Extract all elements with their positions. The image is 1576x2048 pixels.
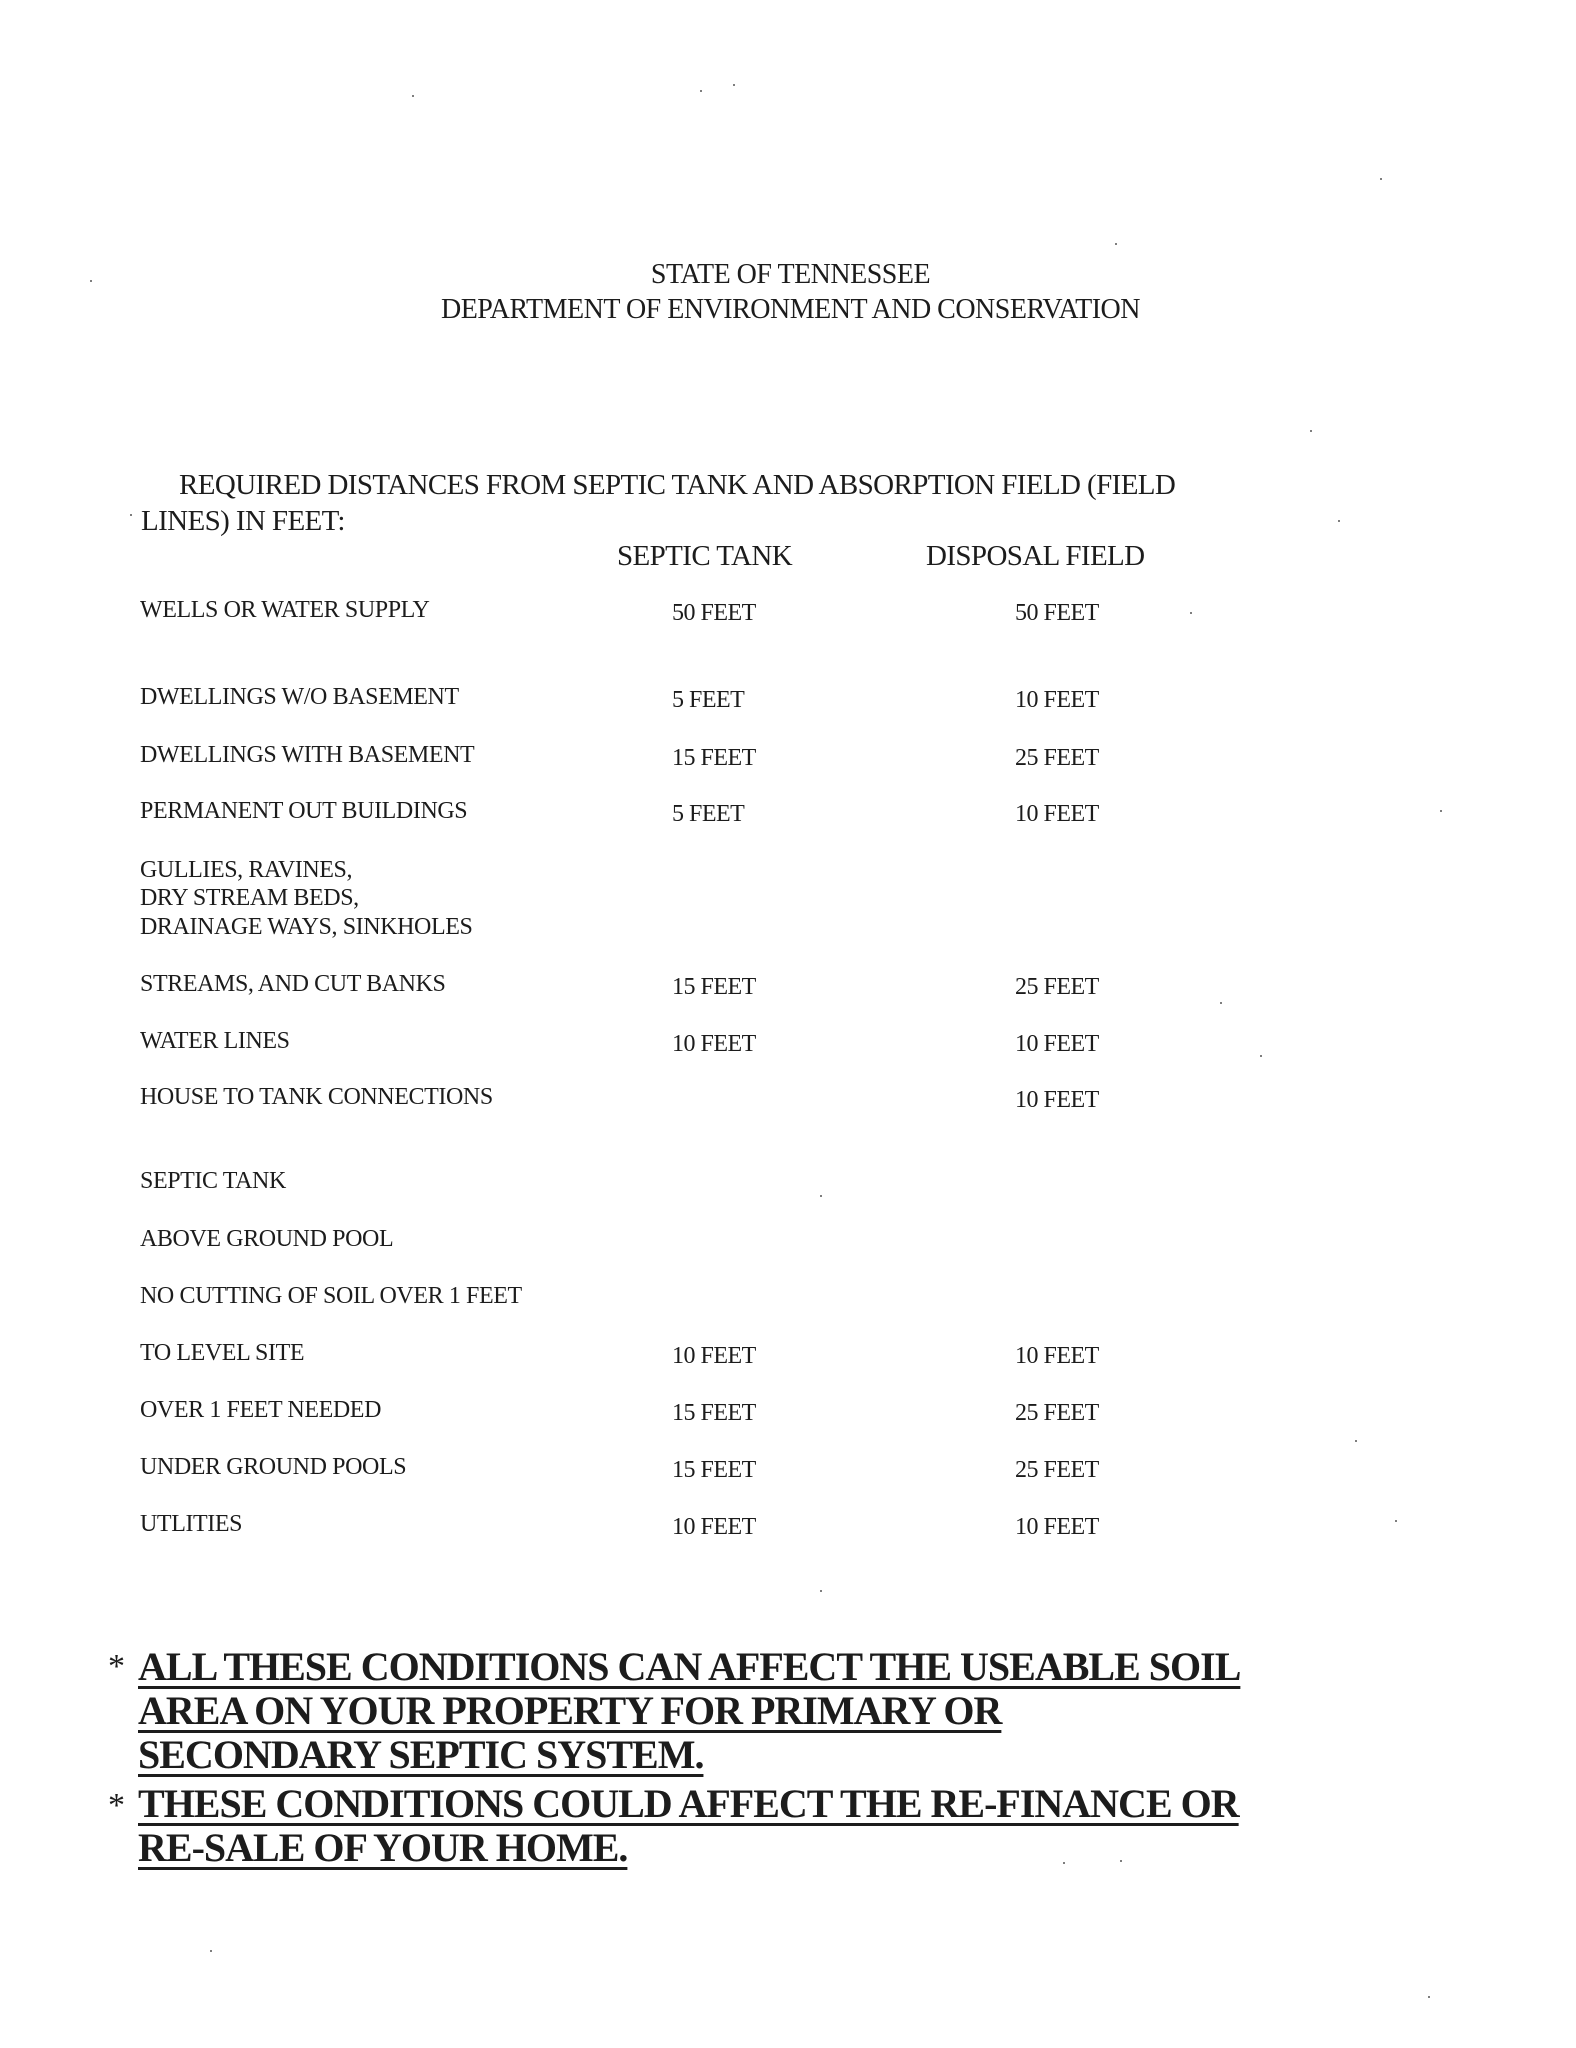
row-value-disposal-field: 25 FEET <box>1015 974 1099 1000</box>
row-value-septic-tank: 15 FEET <box>672 974 756 1000</box>
note-refinance-resale <box>108 1782 1308 1870</box>
row-label: STREAMS, AND CUT BANKS <box>140 971 446 997</box>
note-line: SECONDARY SEPTIC SYSTEM. <box>138 1732 704 1777</box>
note-line: ALL THESE CONDITIONS CAN AFFECT THE USEABLE SOIL <box>138 1644 1241 1689</box>
scan-speck <box>733 84 735 86</box>
note-line: RE-SALE OF YOUR HOME. <box>138 1825 628 1870</box>
row-label: TO LEVEL SITE <box>140 1340 305 1366</box>
column-header-septic-tank: SEPTIC TANK <box>617 540 793 572</box>
department-title: DEPARTMENT OF ENVIRONMENT AND CONSERVATION <box>440 294 1140 325</box>
row-label: UTLITIES <box>140 1511 243 1537</box>
row-label: DRY STREAM BEDS, <box>140 885 359 911</box>
scan-speck <box>1260 1055 1262 1057</box>
intro-line-2: LINES) IN FEET: <box>141 505 345 537</box>
row-value-disposal-field: 50 FEET <box>1015 600 1099 626</box>
scan-speck <box>1428 1996 1430 1998</box>
row-label: OVER 1 FEET NEEDED <box>140 1397 382 1423</box>
row-value-septic-tank: 15 FEET <box>672 745 756 771</box>
note-line: AREA ON YOUR PROPERTY FOR PRIMARY OR <box>138 1688 1002 1733</box>
row-label: NO CUTTING OF SOIL OVER 1 FEET <box>140 1283 522 1309</box>
row-label: SEPTIC TANK <box>140 1168 286 1194</box>
row-label: WELLS OR WATER SUPPLY <box>140 597 430 623</box>
scan-speck <box>1063 1862 1065 1864</box>
scan-speck <box>1440 810 1442 812</box>
intro-line-1: REQUIRED DISTANCES FROM SEPTIC TANK AND ABSORPTION FIELD (FIELD <box>179 469 1176 501</box>
scan-speck <box>1220 1002 1222 1004</box>
scan-speck <box>700 90 702 92</box>
row-value-septic-tank: 50 FEET <box>672 600 756 626</box>
row-value-septic-tank: 15 FEET <box>672 1400 756 1426</box>
intro-paragraph <box>141 467 1251 539</box>
row-value-disposal-field: 10 FEET <box>1015 1087 1099 1113</box>
row-label: HOUSE TO TANK CONNECTIONS <box>140 1084 493 1110</box>
row-value-septic-tank: 10 FEET <box>672 1031 756 1057</box>
note-soil-area <box>108 1645 1308 1777</box>
note-line: THESE CONDITIONS COULD AFFECT THE RE-FINANCE OR <box>138 1781 1239 1826</box>
row-value-disposal-field: 25 FEET <box>1015 1400 1099 1426</box>
scan-speck <box>90 280 92 282</box>
row-value-disposal-field: 10 FEET <box>1015 1031 1099 1057</box>
asterisk-marker: * <box>108 1787 124 1824</box>
scan-speck <box>1355 1440 1357 1442</box>
scan-speck <box>1115 243 1117 245</box>
scan-speck <box>1310 430 1312 432</box>
row-value-septic-tank: 10 FEET <box>672 1514 756 1540</box>
scan-speck <box>820 1590 822 1592</box>
row-value-disposal-field: 10 FEET <box>1015 1343 1099 1369</box>
row-label: DWELLINGS W/O BASEMENT <box>140 684 459 710</box>
row-label: WATER LINES <box>140 1028 290 1054</box>
scan-speck <box>210 1950 212 1952</box>
row-label: GULLIES, RAVINES, <box>140 857 353 883</box>
scan-speck <box>1338 520 1340 522</box>
row-value-septic-tank: 5 FEET <box>672 687 745 713</box>
scan-speck <box>1380 178 1382 180</box>
row-label: DRAINAGE WAYS, SINKHOLES <box>140 914 473 940</box>
row-label: DWELLINGS WITH BASEMENT <box>140 742 475 768</box>
scan-speck <box>1395 1520 1397 1522</box>
row-value-disposal-field: 10 FEET <box>1015 1514 1099 1540</box>
scan-speck <box>412 95 414 97</box>
row-value-septic-tank: 5 FEET <box>672 801 745 827</box>
column-header-disposal-field: DISPOSAL FIELD <box>926 540 1145 572</box>
row-label: ABOVE GROUND POOL <box>140 1226 394 1252</box>
scan-speck <box>1190 612 1192 614</box>
row-value-septic-tank: 10 FEET <box>672 1343 756 1369</box>
asterisk-marker: * <box>108 1648 124 1685</box>
row-value-septic-tank: 15 FEET <box>672 1457 756 1483</box>
state-title: STATE OF TENNESSEE <box>650 259 931 290</box>
row-value-disposal-field: 10 FEET <box>1015 687 1099 713</box>
scan-speck <box>130 514 132 516</box>
row-label: PERMANENT OUT BUILDINGS <box>140 798 468 824</box>
scan-speck <box>1120 1860 1122 1862</box>
row-label: UNDER GROUND POOLS <box>140 1454 407 1480</box>
row-value-disposal-field: 25 FEET <box>1015 1457 1099 1483</box>
row-value-disposal-field: 10 FEET <box>1015 801 1099 827</box>
scan-speck <box>820 1195 822 1197</box>
row-value-disposal-field: 25 FEET <box>1015 745 1099 771</box>
